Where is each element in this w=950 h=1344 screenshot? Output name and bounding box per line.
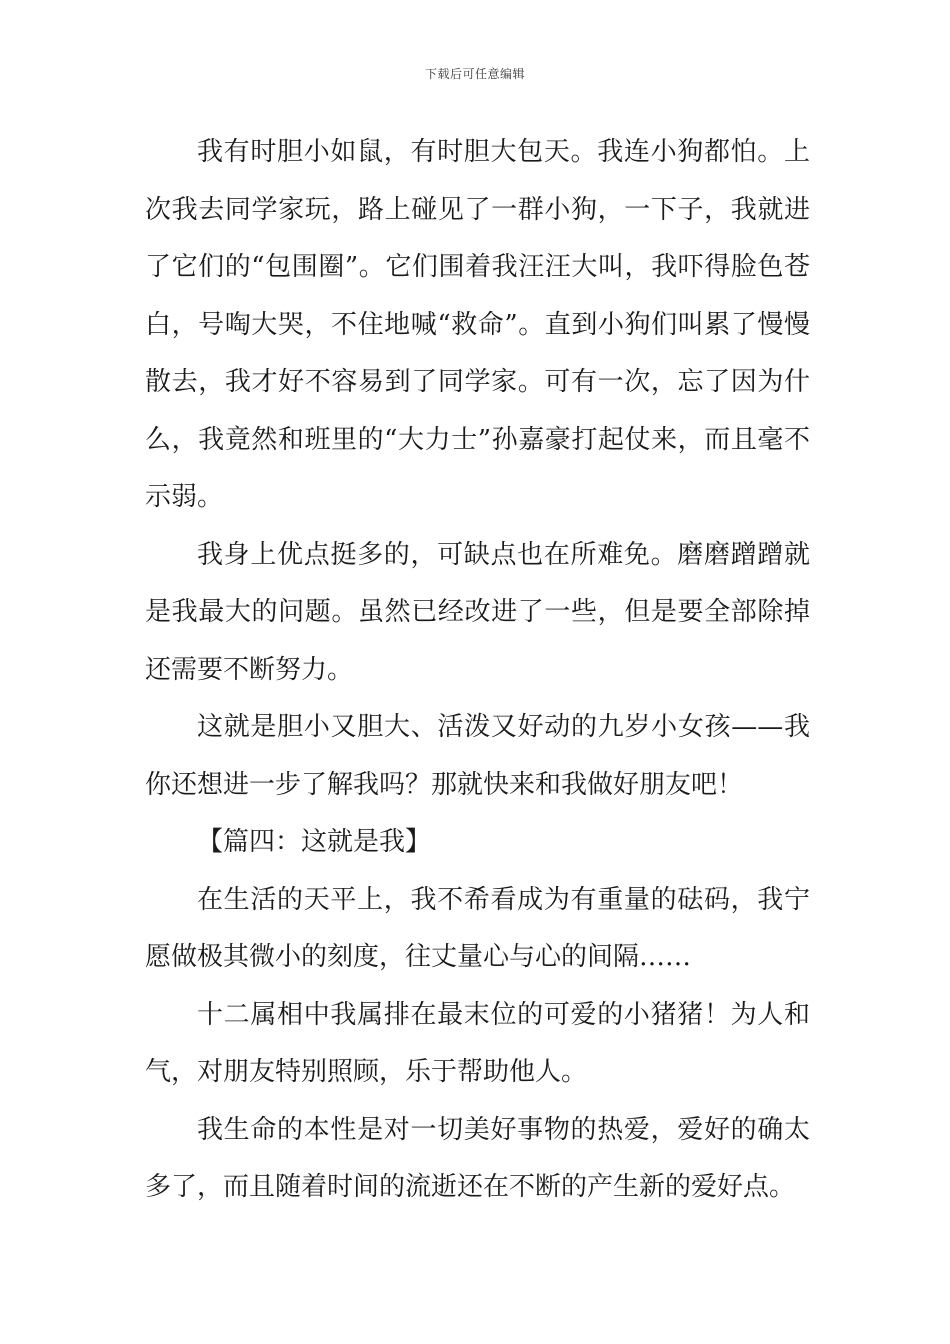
paragraph-1: 我有时胆小如鼠，有时胆大包天。我连小狗都怕。上次我去同学家玩，路上碰见了一群小狗，一下子，我就进了它们的“包围圈”。它们围着我汪汪大叫，我吓得脸色苍白，号啕大哭，不住地喊“救命”。直到小狗们叫累了慢慢散去，我才好不容易到了同学家。可有一次，忘了因为什么，我竟然和班里的“大力士”孙嘉豪打起仗来，而且毫不示弱。 xyxy=(145,137,810,512)
paragraph-6: 我生命的本性是对一切美好事物的热爱，爱好的确太多了，而且随着时间的流逝还在不断的产生新的爱好点。 xyxy=(145,1114,810,1202)
section-heading: 【篇四：这就是我】 xyxy=(197,827,432,857)
paragraph-2: 我身上优点挺多的，可缺点也在所难免。磨磨蹭蹭就是我最大的问题。虽然已经改进了一些，但是要全部除掉还需要不断努力。 xyxy=(145,539,810,685)
paragraph-3: 这就是胆小又胆大、活泼又好动的九岁小女孩——我你还想进一步了解我吗？那就快来和我做好朋友吧！ xyxy=(145,712,810,800)
page-header: 下载后可任意编辑 xyxy=(424,67,525,81)
paragraph-4: 在生活的天平上，我不希看成为有重量的砝码，我宁愿做极其微小的刻度，往丈量心与心的间隔…… xyxy=(145,884,810,972)
document-body xyxy=(145,124,810,1217)
paragraph-5: 十二属相中我属排在最末位的可爱的小猪猪！为人和气，对朋友特别照顾，乐于帮助他人。 xyxy=(145,999,810,1087)
